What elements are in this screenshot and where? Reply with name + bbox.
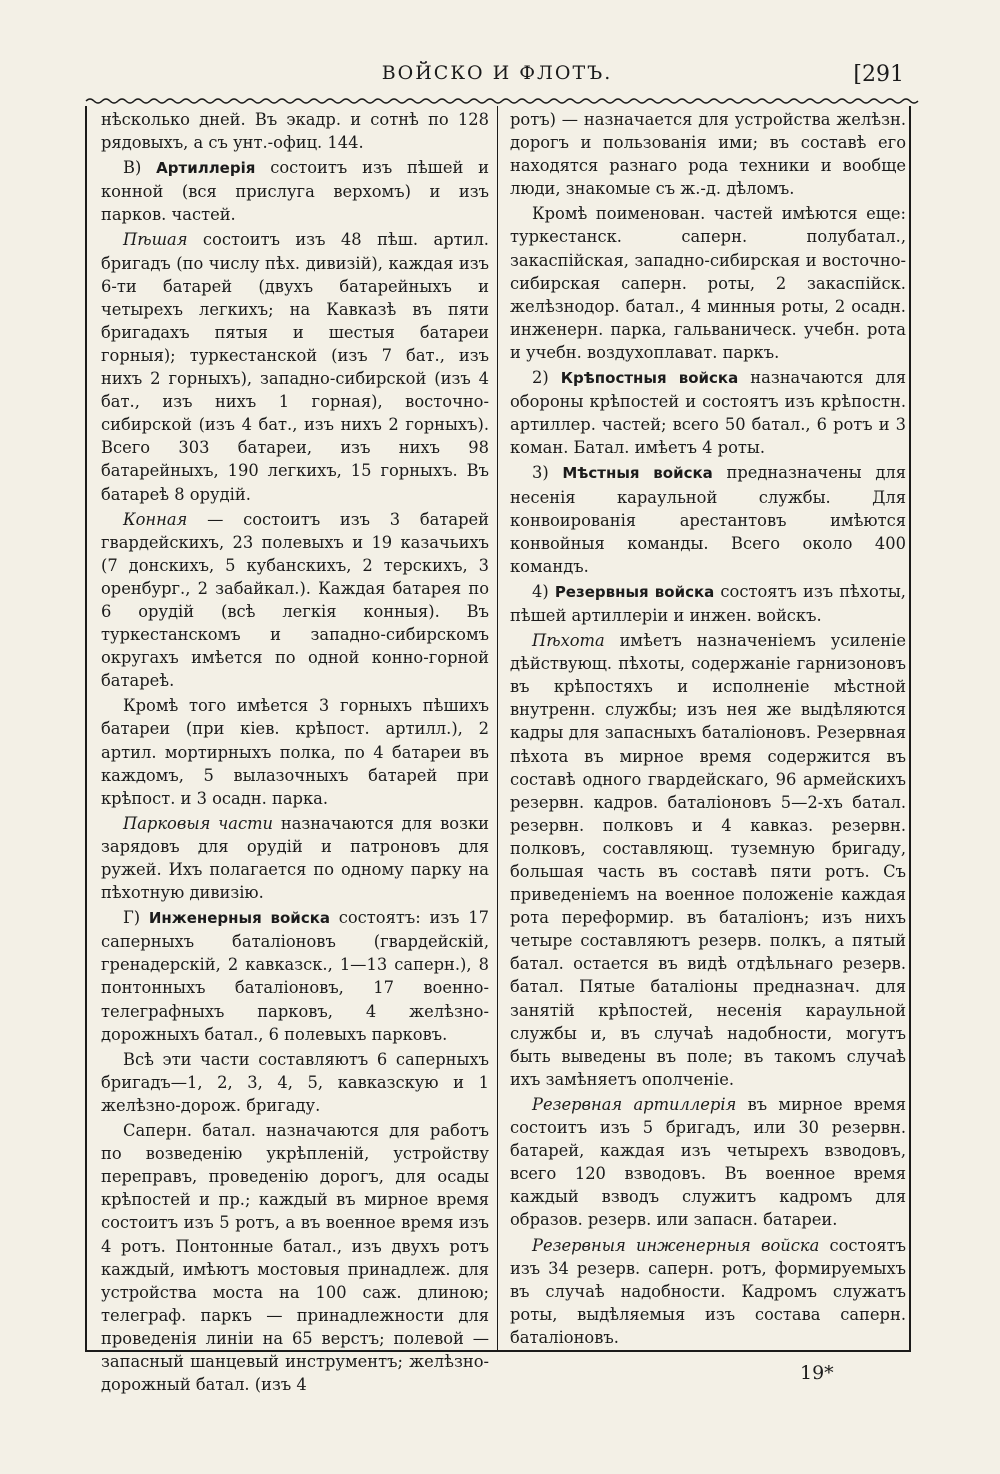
- bold-heading: Мѣстныя войска: [562, 464, 713, 483]
- paragraph: [101, 108, 489, 154]
- paragraph: [510, 1093, 906, 1232]
- text-run: Кромѣ поименован. частей имѣются еще: туркестанск. саперн. полубатал., закаспійская, западно-сибирская и восточно-сибирская саперн. роты, 2 закаспійск. желѣзнодор. батал., 4 минныя роты, 2 осадн. инженерн. парка, гальваническ. учебн. рота и учебн. воздухоплават. паркъ.: [510, 204, 906, 362]
- text-run: предназначены для несенія караульной службы. Для конвоированія арестантовъ имѣются конвойныя команды. Всего около 400 командъ.: [510, 463, 906, 576]
- text-run: 3): [532, 463, 563, 483]
- running-header: [88, 62, 906, 90]
- text-run: нѣсколько дней. Въ экадр. и сотнѣ по 128 рядовыхъ, а съ унт.-офиц. 144.: [101, 110, 489, 153]
- paragraph: [101, 508, 489, 693]
- paragraph: [510, 1234, 906, 1349]
- paragraph: [510, 366, 906, 459]
- text-run: Всѣ эти части составляютъ 6 саперныхъ бригадъ—1, 2, 3, 4, 5, кавказскую и 1 желѣзно-дорож. бригаду.: [101, 1049, 489, 1115]
- text-run: В): [123, 158, 157, 178]
- header-title: ВОЙСКО И ФЛОТЪ.: [381, 62, 613, 84]
- paragraph: [101, 812, 489, 904]
- italic-term: Конная: [123, 509, 188, 529]
- text-run: назначаются для возки зарядовъ для орудій и патроновъ для ружей. Ихъ полагается по одному парку на пѣхотную дивизію.: [101, 813, 489, 903]
- signature-mark: 19*: [800, 1362, 834, 1384]
- text-run: — состоитъ изъ 3 батарей гвардейскихъ, 23 полевыхъ и 19 казачьихъ (7 донскихъ, 5 кубанскихъ, 2 терскихъ, 3 оренбург., 2 забайкал.). Каждая батарея по 6 орудій (всѣ легкія конныя). Въ туркестанскомъ и западно-сибирскомъ округахъ имѣется по одной конно-горной батареѣ.: [101, 509, 489, 691]
- paragraph: [510, 580, 906, 627]
- text-run: назначаются для обороны крѣпостей и состоятъ изъ крѣпостн. артиллер. частей; всего 50 батал., 6 ротъ и 3 коман. Батал. имѣетъ 4 роты.: [510, 368, 906, 458]
- text-run: состоятъ изъ 34 резерв. саперн. ротъ, формируемыхъ въ случаѣ надобности. Кадромъ служатъ роты, выдѣляемыя изъ состава саперн. баталіоновъ.: [510, 1235, 906, 1347]
- paragraph: [510, 461, 906, 577]
- bold-heading: Артиллерія: [156, 159, 256, 178]
- text-run: Кромѣ того имѣется 3 горныхъ пѣшихъ батареи (при кіев. крѣпост. артилл.), 2 артил. мортирныхъ полка, по 4 батареи въ каждомъ, 5 вылазочныхъ батарей при крѣпост. и 3 осадн. парка.: [101, 696, 489, 808]
- text-run: 2): [532, 368, 561, 388]
- text-run: Г): [123, 908, 149, 928]
- paragraph: [101, 1119, 489, 1396]
- text-run: состоятъ изъ пѣхоты, пѣшей артиллеріи и инжен. войскъ.: [510, 581, 906, 625]
- paragraph: [101, 1048, 489, 1117]
- left-column: [101, 108, 489, 1395]
- text-run: ротъ) — назначается для устройства желѣзн. дорогъ и пользованія ими; въ составѣ его находятся разнаго рода техники и вообще люди, знакомые съ ж.-д. дѣломъ.: [510, 110, 906, 199]
- paragraph: [510, 202, 906, 364]
- italic-term: Парковыя части: [123, 813, 274, 833]
- paragraph: [510, 629, 906, 1091]
- column-divider: [497, 106, 498, 1352]
- bold-heading: Резервныя войска: [554, 582, 715, 601]
- text-run: 4): [532, 581, 555, 601]
- text-run: состоитъ изъ пѣшей и конной (вся прислуга верхомъ) и изъ парков. частей.: [101, 158, 489, 225]
- page-number: [291: [853, 62, 904, 87]
- italic-term: Пѣшая: [123, 230, 188, 250]
- paragraph: [101, 228, 489, 505]
- italic-term: Пѣхота: [532, 631, 605, 651]
- bold-heading: Крѣпостныя войска: [560, 369, 739, 388]
- right-column: [510, 108, 906, 1348]
- paragraph: [510, 108, 906, 200]
- italic-term: Резервная артиллерія: [532, 1094, 737, 1114]
- paragraph: [101, 694, 489, 809]
- text-run: состоятъ: изъ 17 саперныхъ баталіоновъ (гвардейскій, гренадерскій, 2 кавказск., 1—13 саперн.), 8 понтонныхъ баталіоновъ, 17 военно-телеграфныхъ парковъ, 4 желѣзно-дорожныхъ батал., 6 полевыхъ парковъ.: [101, 908, 489, 1044]
- text-run: состоитъ изъ 48 пѣш. артил. бригадъ (по числу пѣх. дивизій), каждая изъ 6-ти батарей (двухъ батарейныхъ и четырехъ легкихъ; на Кавказѣ въ пяти бригадахъ пятыя и шестыя батареи горныя); туркестанской (изъ 7 бат., изъ нихъ 2 горныхъ), западно-сибирской (изъ 4 бат., изъ нихъ 1 горная), восточно-сибирской (изъ 4 бат., изъ нихъ 2 горныхъ). Всего 303 батареи, изъ нихъ 98 батарейныхъ, 190 легкихъ, 15 горныхъ. Въ батареѣ 8 орудій.: [101, 230, 489, 504]
- text-run: въ мирное время состоитъ изъ 5 бригадъ, или 30 резервн. батарей, каждая изъ четырехъ взводовъ, всего 120 взводовъ. Въ военное время каждый взводъ служитъ кадромъ для образов. резерв. или запасн. батареи.: [510, 1094, 906, 1230]
- paragraph: [101, 156, 489, 226]
- text-run: Саперн. батал. назначаются для работъ по возведенію укрѣпленій, устройству переправъ, проведенію дорогъ, для осады крѣпостей и пр.; каждый въ мирное время состоитъ изъ 5 ротъ, а въ военное время изъ 4 ротъ. Понтонные батал., изъ двухъ ротъ каждый, имѣютъ мостовыя принадлеж. для устройства моста на 100 саж. длиною; телеграф. паркъ — принадлежности для проведенія линіи на 65 верстъ; полевой — запасный шанцевый инструментъ; желѣзно-дорожный батал. (изъ 4: [101, 1121, 489, 1395]
- italic-term: Резервныя инженерныя войска: [532, 1235, 820, 1255]
- bold-heading: Инженерныя войска: [148, 909, 331, 928]
- paragraph: [101, 906, 489, 1046]
- text-run: имѣетъ назначеніемъ усиленіе дѣйствующ. пѣхоты, содержаніе гарнизоновъ въ крѣпостяхъ и исполненіе мѣстной внутренн. службы; изъ нея же выдѣляются кадры для запасныхъ баталіоновъ. Резервная пѣхота въ мирное время содержится въ составѣ одного гвардейскаго, 96 армейскихъ резервн. кадров. баталіоновъ 5—2-хъ батал. резервн. полковъ и 4 кавказ. резервн. полковъ, составляющ. туземную бригаду, большая часть въ составѣ пяти ротъ. Съ приведеніемъ на военное положеніе каждая рота переформир. въ баталіонъ; изъ нихъ четыре составляютъ резерв. полкъ, а пятый батал. остается въ видѣ отдѣльнаго резерв. батал. Пятые баталіоны предназнач. для занятій крѣпостей, несенія караульной службы и, въ случаѣ надобности, могутъ быть выведены въ поле; въ такомъ случаѣ ихъ замѣняетъ ополченіе.: [510, 631, 906, 1089]
